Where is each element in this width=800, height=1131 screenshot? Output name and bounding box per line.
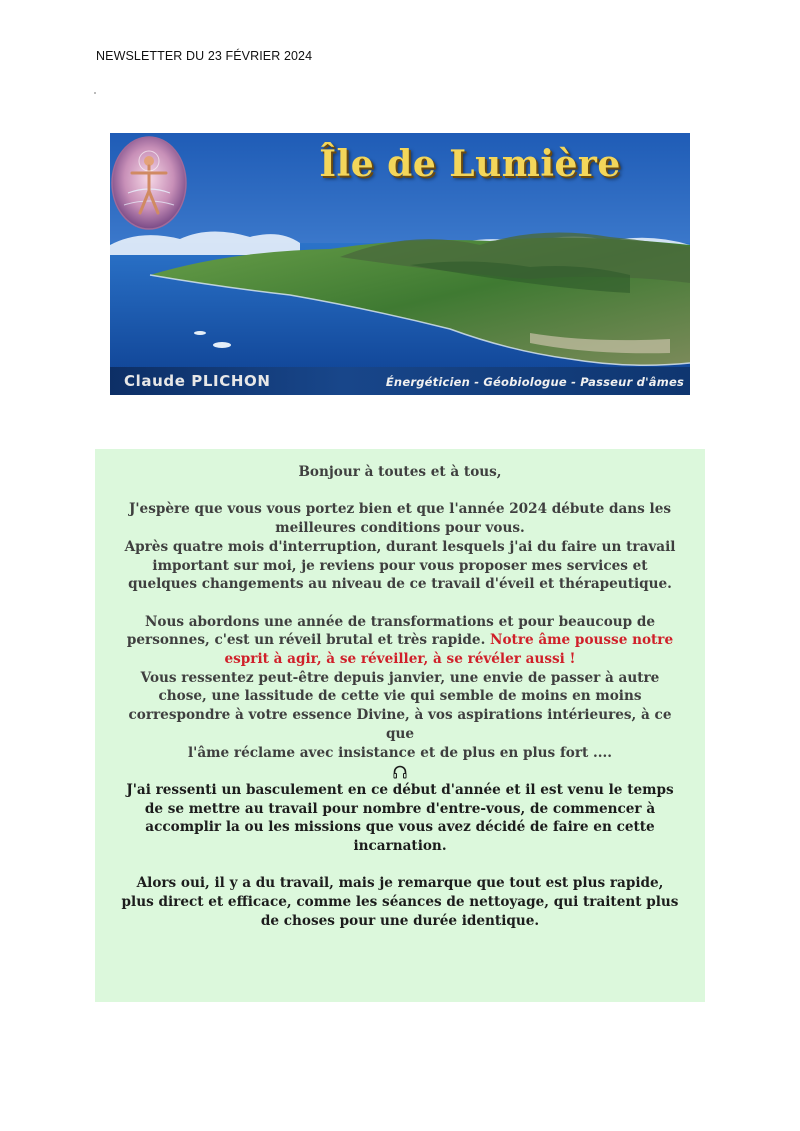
text-line: l'âme réclame avec insistance et de plus en plus fort ....: [188, 744, 612, 761]
text-line: correspondre à votre essence Divine, à vos aspirations intérieures, à ce: [128, 707, 672, 724]
text-line: de se mettre au travail pour nombre d'entre-vous, de commencer à: [144, 800, 656, 817]
text-line: Nous abordons une année de transformations et pour beaucoup de: [144, 613, 656, 630]
text-line: de choses pour une durée identique.: [260, 912, 540, 929]
text-line: Vous ressentez peut-être depuis janvier, une envie de passer à autre: [140, 669, 660, 686]
text-line: chose, une lassitude de cette vie qui semble de moins en moins: [158, 688, 642, 705]
text-line: incarnation.: [353, 838, 447, 855]
text-line: Alors oui, il y a du travail, mais je remarque que tout est plus rapide,: [136, 875, 664, 892]
newsletter-date: NEWSLETTER DU 23 FÉVRIER 2024: [96, 49, 313, 63]
header-banner: [110, 133, 690, 395]
text-line: accomplir la ou les missions que vous avez décidé de faire en cette: [145, 819, 655, 836]
divider-dot: [94, 92, 96, 94]
author-name: Claude PLICHON: [124, 372, 271, 390]
text-line: que: [385, 725, 415, 742]
text-line: quelques changements au niveau de ce travail d'éveil et thérapeutique.: [128, 576, 672, 593]
text-line: J'espère que vous vous portez bien et que l'année 2024 débute dans les: [128, 501, 672, 518]
text-line: important sur moi, je reviens pour vous proposer mes services et: [152, 557, 648, 574]
icon-line: [95, 762, 705, 781]
emphasis-text: Notre âme pousse notre: [490, 632, 674, 649]
message-body: [95, 449, 705, 931]
message-box: [95, 449, 705, 1002]
text-line: meilleures conditions pour vous.: [275, 520, 525, 537]
banner-title: Île de Lumière: [319, 143, 621, 185]
emphasis-text: esprit à agir, à se réveiller, à se révéler aussi !: [224, 651, 576, 667]
text-segment: personnes, c'est un réveil brutal et très rapide.: [126, 632, 491, 649]
text-line: [95, 631, 705, 650]
text-line: Après quatre mois d'interruption, durant lesquels j'ai du faire un travail: [124, 538, 676, 555]
greeting: Bonjour à toutes et à tous,: [298, 464, 502, 480]
banner-footer-strip: [110, 367, 690, 395]
text-line: plus direct et efficace, comme les séances de nettoyage, qui traitent plus: [121, 894, 679, 911]
author-tagline: Énergéticien - Géobiologue - Passeur d'âmes: [385, 375, 684, 389]
headphones-icon: [392, 764, 408, 780]
text-line: J'ai ressenti un basculement en ce début d'année et il est venu le temps: [126, 781, 674, 798]
